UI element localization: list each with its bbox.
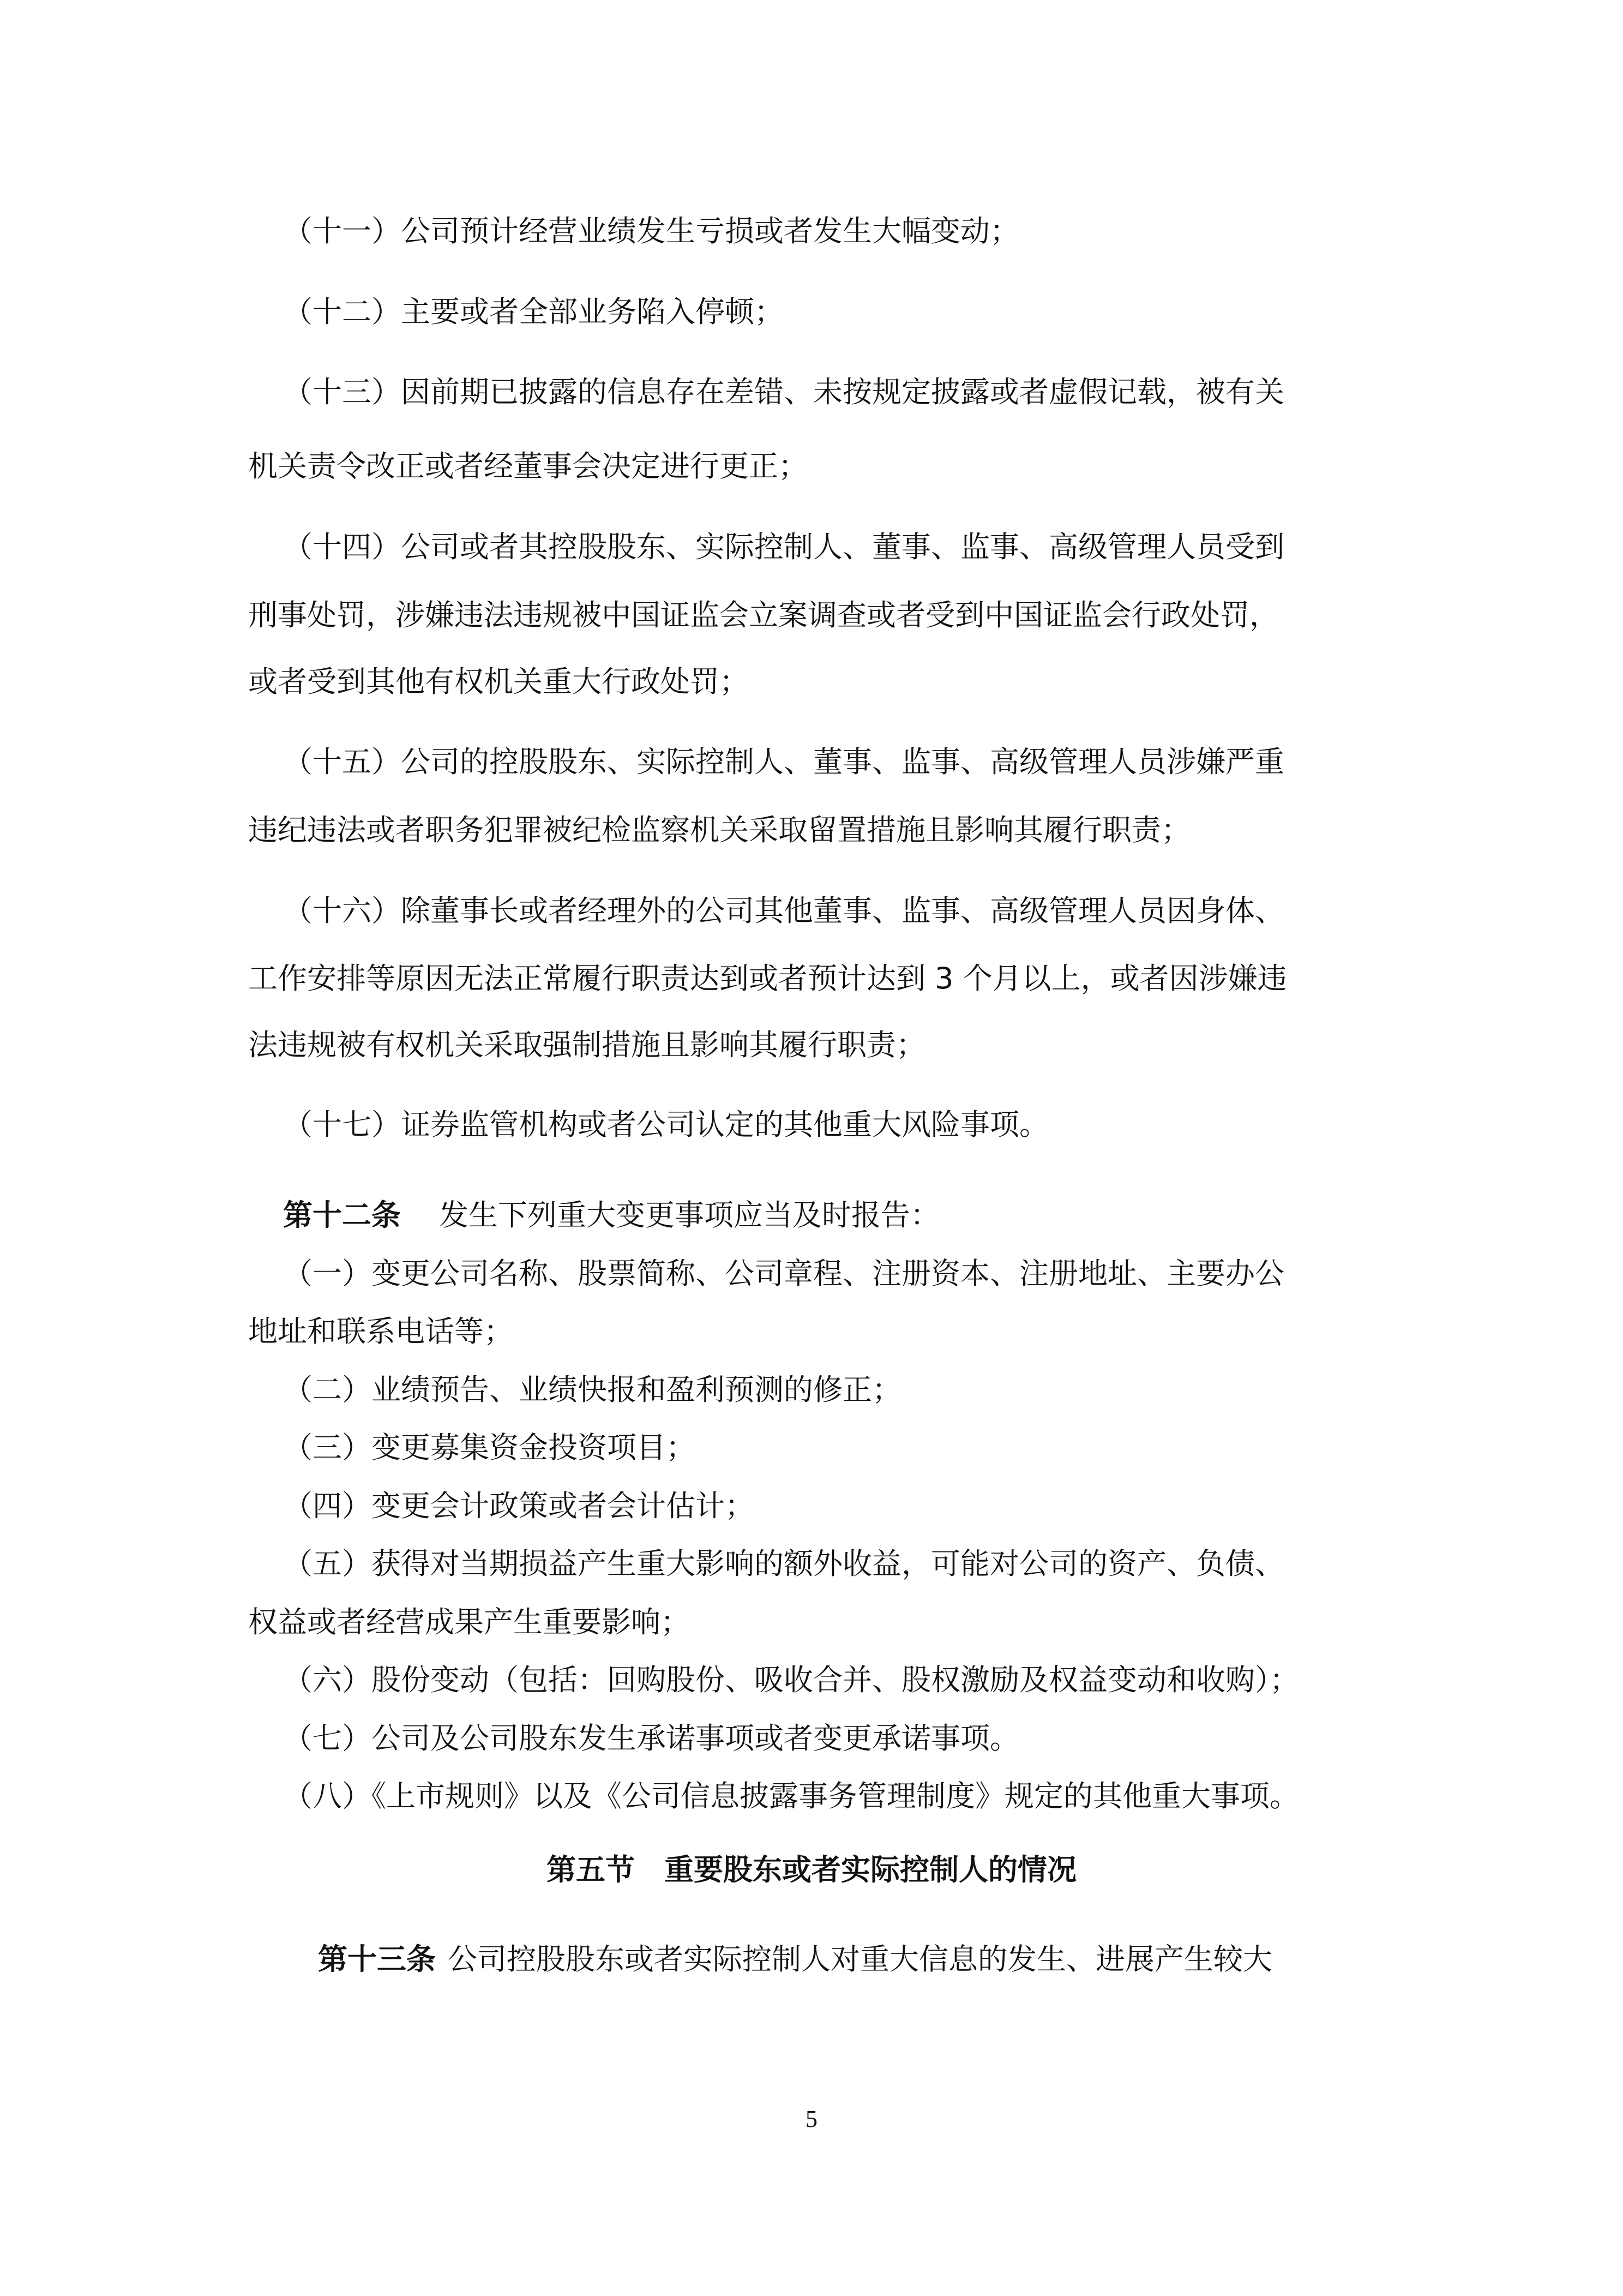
change-item-1-line1: （一）变更公司名称、股票简称、公司章程、注册资本、注册地址、主要办公 xyxy=(283,1256,1284,1291)
list-item-17: （十七）证券监管机构或者公司认定的其他重大风险事项。 xyxy=(283,1107,1049,1142)
change-item-7: （七）公司及公司股东发生承诺事项或者变更承诺事项。 xyxy=(283,1721,1019,1755)
article-13-text: 公司控股股东或者实际控制人对重大信息的发生、进展产生较大 xyxy=(448,1942,1272,1976)
list-item-16-line1: （十六）除董事长或者经理外的公司其他董事、监事、高级管理人员因身体、 xyxy=(283,894,1284,928)
change-item-3: （三）变更募集资金投资项目； xyxy=(283,1430,695,1465)
change-item-6: （六）股份变动（包括：回购股份、吸收合并、股权激励及权益变动和收购）； xyxy=(283,1663,1299,1697)
article-12 xyxy=(283,1198,940,1233)
section-5-title: 第五节 重要股东或者实际控制人的情况 xyxy=(546,1853,1077,1887)
article-12-text: 发生下列重大变更事项应当及时报告： xyxy=(439,1198,940,1232)
list-item-15-line2: 违纪违法或者职务犯罪被纪检监察机关采取留置措施且影响其履行职责； xyxy=(248,813,1191,847)
change-item-8: （八）《上市规则》以及《公司信息披露事务管理制度》规定的其他重大事项。 xyxy=(283,1779,1299,1813)
list-item-13-line1: （十三）因前期已披露的信息存在差错、未按规定披露或者虚假记载，被有关 xyxy=(283,375,1284,409)
list-item-15-line1: （十五）公司的控股股东、实际控制人、董事、监事、高级管理人员涉嫌严重 xyxy=(283,745,1284,779)
article-12-label: 第十二条 xyxy=(283,1198,401,1232)
change-item-2: （二）业绩预告、业绩快报和盈利预测的修正； xyxy=(283,1372,901,1407)
change-item-5-line2: 权益或者经营成果产生重要影响； xyxy=(248,1605,690,1639)
change-item-1-line2: 地址和联系电话等； xyxy=(248,1314,513,1348)
article-13 xyxy=(318,1942,1272,1977)
list-item-14-line1: （十四）公司或者其控股股东、实际控制人、董事、监事、高级管理人员受到 xyxy=(283,530,1284,564)
article-13-label: 第十三条 xyxy=(318,1942,436,1976)
list-item-16-line2: 工作安排等原因无法正常履行职责达到或者预计达到 3 个月以上，或者因涉嫌违 xyxy=(248,961,1287,996)
list-item-14-line2: 刑事处罚，涉嫌违法违规被中国证监会立案调查或者受到中国证监会行政处罚， xyxy=(248,598,1279,632)
list-item-12: （十二）主要或者全部业务陷入停顿； xyxy=(283,295,784,329)
list-item-14-line3: 或者受到其他有权机关重大行政处罚； xyxy=(248,664,749,699)
list-item-11: （十一）公司预计经营业绩发生亏损或者发生大幅变动； xyxy=(283,214,1019,248)
list-item-16-line3: 法违规被有权机关采取强制措施且影响其履行职责； xyxy=(248,1028,925,1062)
page-number: 5 xyxy=(806,2106,817,2132)
list-item-13-line2: 机关责令改正或者经董事会决定进行更正； xyxy=(248,449,808,483)
change-item-5-line1: （五）获得对当期损益产生重大影响的额外收益，可能对公司的资产、负债、 xyxy=(283,1546,1284,1581)
change-item-4: （四）变更会计政策或者会计估计； xyxy=(283,1489,754,1523)
